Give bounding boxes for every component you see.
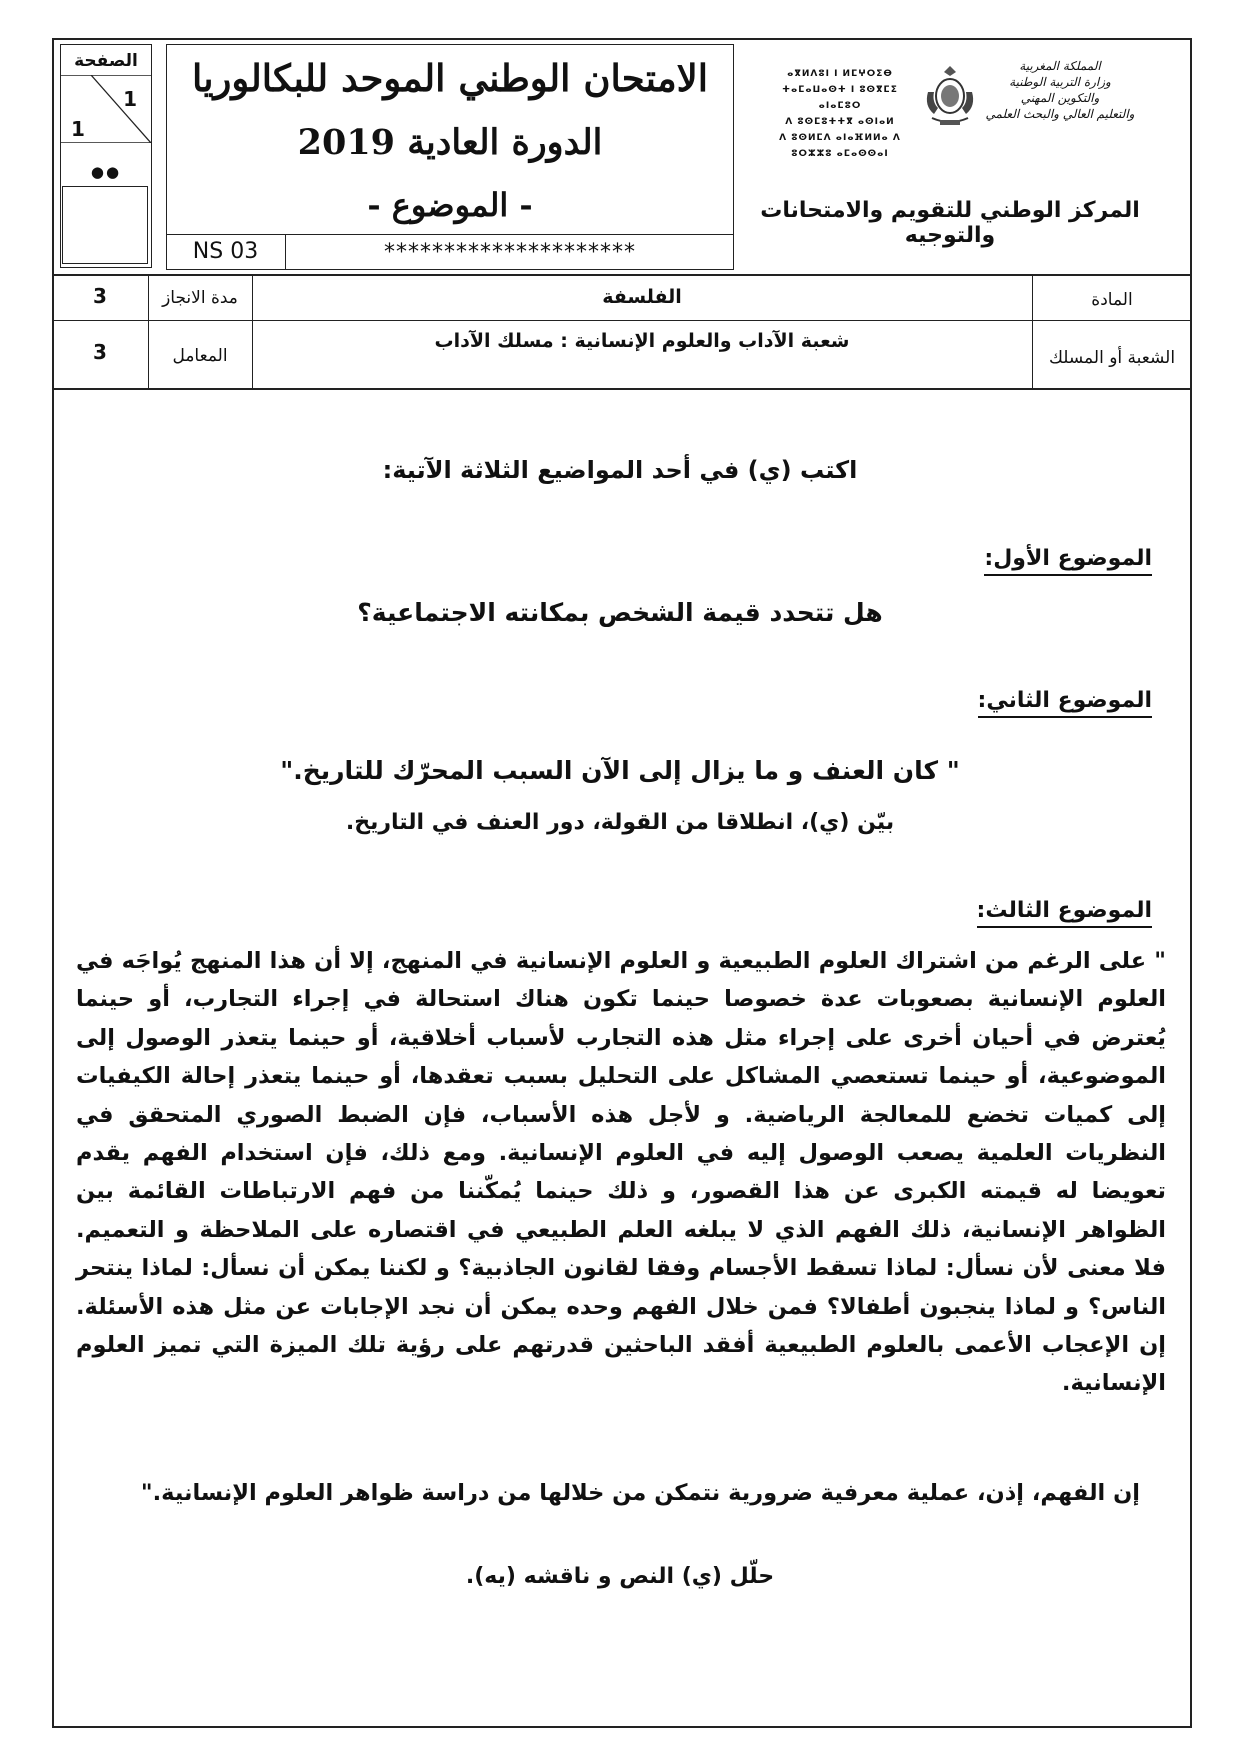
coat-of-arms-icon: [920, 62, 980, 128]
tifinagh-line: ⵜⴰⵎⴰⵡⴰⵙⵜ ⵏ ⵓⵙⴳⵎⵉ ⴰⵏⴰⵎⵓⵔ: [782, 85, 898, 111]
track-label: الشعبة أو المسلك: [1048, 348, 1176, 368]
topic3-task: حلّل (ي) النص و ناقشه (يه).: [465, 1564, 775, 1589]
stars-row: *********************: [384, 240, 636, 265]
page-current: 1: [123, 87, 137, 111]
session-title: الدورة العادية 2019: [297, 122, 603, 163]
ministry-line: المملكة المغربية: [1019, 59, 1101, 73]
duration-value: 3: [93, 284, 107, 308]
topic2-heading-text: الموضوع الثاني:: [978, 688, 1152, 718]
topic2-quote: " كان العنف و ما يزال إلى الآن السبب المحرّك للتاريخ.": [280, 756, 960, 785]
topic1-heading: [984, 546, 1152, 571]
ministry-line: والتكوين المهني: [1020, 91, 1100, 105]
tifinagh-line: ⴰⴳⵍⴷⵓⵏ ⵏ ⵍⵎⵖⵔⵉⴱ: [787, 69, 893, 79]
page-dots: ●●: [90, 163, 122, 181]
instruction: اكتب (ي) في أحد المواضيع الثلاثة الآتية:: [382, 456, 858, 484]
page-total: 1: [71, 117, 85, 141]
empty-box: [62, 186, 148, 264]
paper-type: - الموضوع -: [367, 186, 533, 224]
topic3-heading-text: الموضوع الثالث:: [977, 898, 1152, 928]
exam-title: الامتحان الوطني الموحد للبكالوريا: [191, 56, 709, 100]
track-value: شعبة الآداب والعلوم الإنسانية : مسلك الآداب: [434, 330, 850, 352]
table-row-divider: [52, 320, 1192, 321]
exam-code: NS 03: [166, 234, 286, 270]
ministry-name: [955, 58, 1165, 122]
coef-value: 3: [93, 340, 107, 364]
page-label: الصفحة: [74, 51, 138, 71]
topic3-passage: " على الرغم من اشتراك العلوم الطبيعية و العلوم الإنسانية في المنهج، إلا أن هذا المنهج يُواجَه في العلوم الإنسانية بصعوبات عدة خصوصا حينما تكون هناك استحالة في إجراء التجارب، أو حينما يُعترض في أحيان أخرى على إجراء مثل هذه التجارب لأسباب أخلاقية، أو حينما يتعذر الوصول إلى الموضوعية، أو حينما تستعصي المشاكل على التحليل بسبب تعقدها، أو حينما يتعذر إحالة الكيفيات إلى كميات تخضع للمعالجة الرياضية. و لأجل هذه الأسباب، فإن الضبط الصوري المتحقق في النظريات العلمية يصعب الوصول إليه في العلوم الإنسانية. ومع ذلك، فإن استخدام الفهم يقدم تعويضا له قيمته الكبرى عن هذا القصور، و ذلك حينما يُمكّننا من فهم الارتباطات القائمة بين الظواهر الإنسانية، ذلك الفهم الذي لا يبلغه العلم الطبيعي في اقتصاره على الملاحظة و التعميم. فلا معنى لأن نسأل: لماذا تسقط الأجسام وفقا لقانون الجاذبية؟ و لكننا يمكن أن نسأل: لماذا ينتحر الناس؟ و لماذا ينجبون أطفالا؟ فمن خلال الفهم وحده يمكن أن نجد الإجابات عن مثل هذه الأسئلة. إن الإعجاب الأعمى بالعلوم الطبيعية أفقد الباحثين قدرتهم على رؤية تلك الميزة التي تميز العلوم الإنسانية.: [76, 948, 1166, 1397]
tifinagh-line: ⴷ ⵓⵙⵎⵓⵜⵜⴳ ⴰⵙⵏⴰⵍ: [785, 117, 895, 127]
ministry-line: والتعليم العالي والبحث العلمي: [985, 107, 1135, 121]
topic1-heading-text: الموضوع الأول:: [984, 546, 1152, 576]
topic2-heading: [978, 688, 1152, 713]
ministry-line: وزارة التربية الوطنية: [1009, 75, 1111, 89]
center-name: المركز الوطني للتقويم والامتحانات والتوجيه: [760, 198, 1140, 248]
subject-value: الفلسفة: [602, 286, 682, 308]
topic1-question: هل تتحدد قيمة الشخص بمكانته الاجتماعية؟: [357, 598, 883, 627]
topic2-task: بيّن (ي)، انطلاقا من القولة، دور العنف في التاريخ.: [345, 810, 895, 835]
coef-label: المعامل: [172, 346, 228, 366]
duration-label: مدة الانجاز: [162, 288, 238, 308]
subject-label: المادة: [1091, 290, 1133, 310]
topic3-passage-end: إن الفهم، إذن، عملية معرفية ضرورية نتمكن من خلالها من دراسة ظواهر العلوم الإنسانية.": [140, 1480, 1140, 1506]
topic3-heading: [977, 898, 1152, 923]
tifinagh-line: ⴷ ⵓⵙⵍⵎⴷ ⴰⵏⴰⴼⵍⵍⴰ ⴷ ⵓⵔⵣⵣⵓ ⴰⵎⴰⵙⵙⴰⵏ: [779, 133, 901, 159]
tifinagh-text: [760, 66, 920, 162]
